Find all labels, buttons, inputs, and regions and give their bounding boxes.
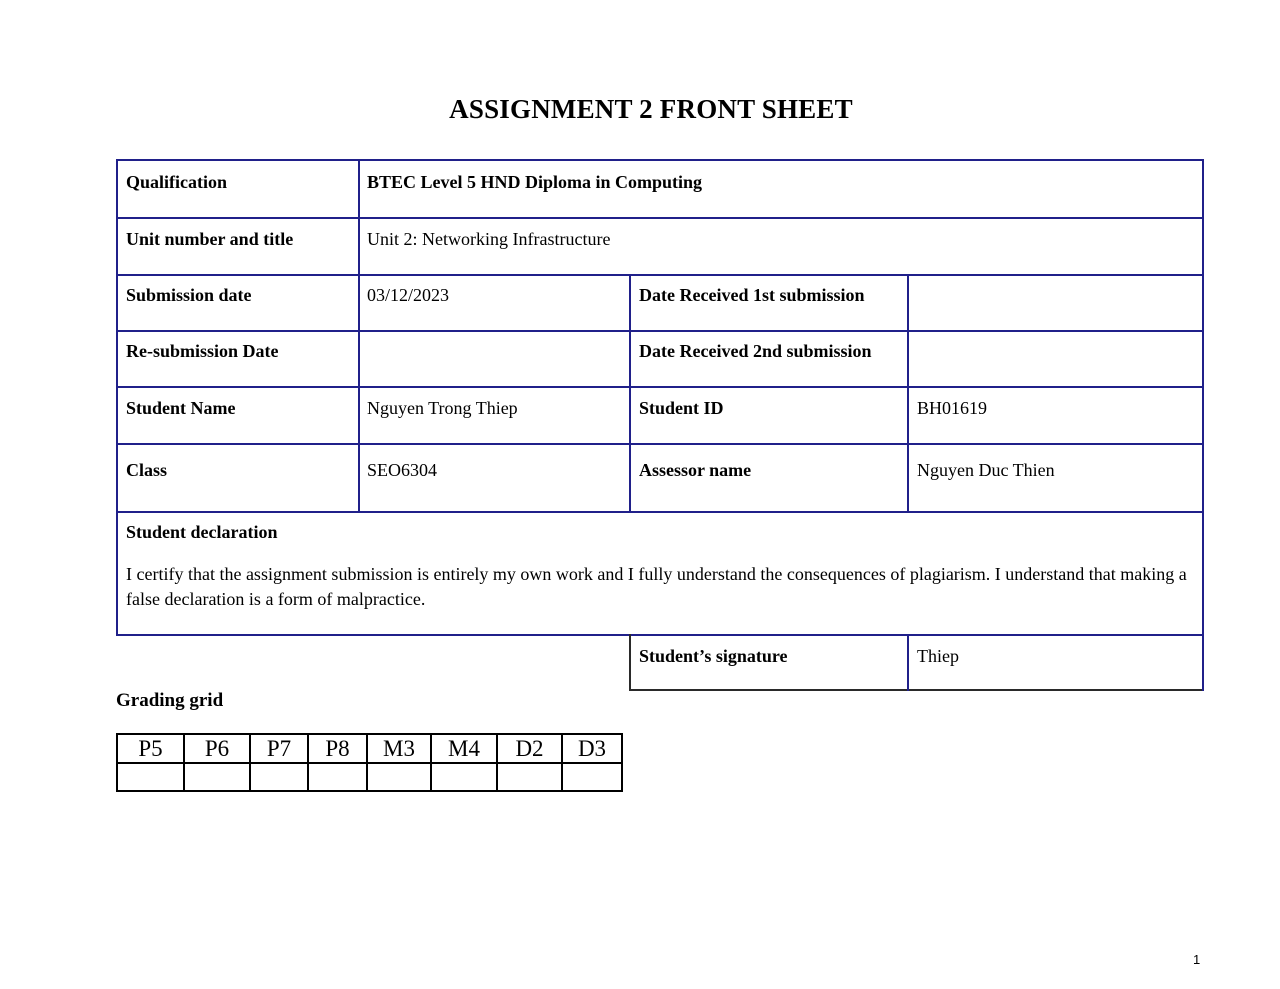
grade-cell xyxy=(431,763,497,791)
student-name-label: Student Name xyxy=(126,398,236,418)
unit-value: Unit 2: Networking Infrastructure xyxy=(367,229,611,249)
student-name-value: Nguyen Trong Thiep xyxy=(367,398,518,418)
grade-cell xyxy=(184,763,250,791)
grading-grid-title: Grading grid xyxy=(116,690,224,711)
resubmission-date-label: Re-submission Date xyxy=(126,341,279,361)
date-received-2-label: Date Received 2nd submission xyxy=(639,341,872,361)
date-received-1-label: Date Received 1st submission xyxy=(639,285,865,305)
resubmission-date-value xyxy=(358,330,628,339)
qualification-value: BTEC Level 5 HND Diploma in Computing xyxy=(367,172,703,192)
grading-criterion: M4 xyxy=(431,734,497,763)
submission-date-value: 03/12/2023 xyxy=(367,285,450,305)
table-line xyxy=(629,689,1203,691)
grade-cell xyxy=(308,763,367,791)
grading-grade-row xyxy=(117,763,622,791)
grading-criterion: P5 xyxy=(117,734,184,763)
grading-criteria-row xyxy=(117,734,622,763)
grading-criterion: D2 xyxy=(497,734,562,763)
submission-date-label: Submission date xyxy=(126,285,252,305)
date-received-2-value xyxy=(908,330,1200,339)
unit-label: Unit number and title xyxy=(126,229,294,249)
class-label: Class xyxy=(126,460,168,480)
assessor-value: Nguyen Duc Thien xyxy=(917,460,1055,480)
declaration-text: I certify that the assignment submission is entirely my own work and I fully understand the consequences of plagiarism. I understand that making a false declaration is a form of malpractice. xyxy=(126,564,1187,609)
signature-value: Thiep xyxy=(917,646,959,666)
grade-cell xyxy=(497,763,562,791)
grading-criterion: P6 xyxy=(184,734,250,763)
grade-cell xyxy=(562,763,622,791)
student-id-label: Student ID xyxy=(639,398,724,418)
table-line xyxy=(116,443,1204,445)
document-title: ASSIGNMENT 2 FRONT SHEET xyxy=(449,94,853,124)
qualification-label: Qualification xyxy=(126,172,228,192)
grade-cell xyxy=(117,763,184,791)
declaration-heading: Student declaration xyxy=(126,522,278,542)
grading-grid xyxy=(116,733,623,792)
class-value: SEO6304 xyxy=(367,460,438,480)
student-id-value: BH01619 xyxy=(917,398,988,418)
assessor-label: Assessor name xyxy=(639,460,752,480)
grading-criterion: P7 xyxy=(250,734,308,763)
date-received-1-value xyxy=(908,274,1200,283)
grade-cell xyxy=(367,763,431,791)
grade-cell xyxy=(250,763,308,791)
grading-criterion: M3 xyxy=(367,734,431,763)
grading-criterion: P8 xyxy=(308,734,367,763)
grading-criterion: D3 xyxy=(562,734,622,763)
signature-label: Student’s signature xyxy=(639,646,788,666)
page-number: 1 xyxy=(1193,952,1201,967)
